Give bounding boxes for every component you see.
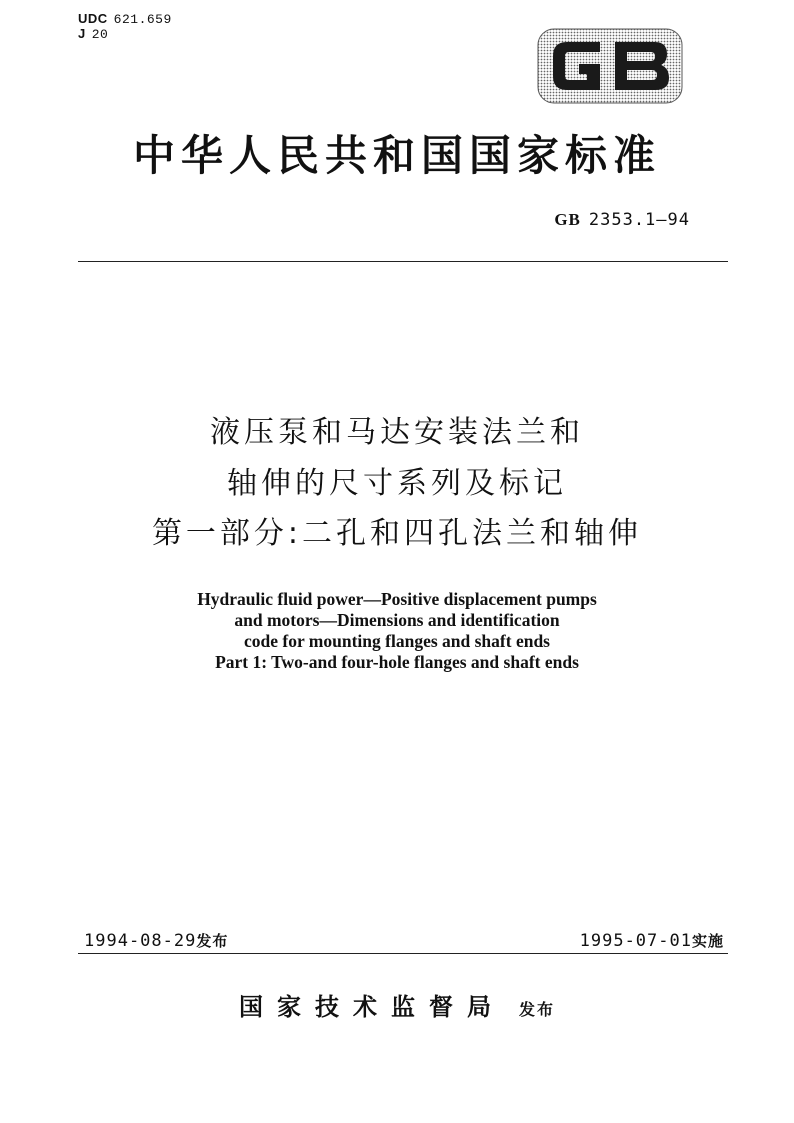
standard-number [554,210,690,230]
issuing-authority [0,992,794,1025]
english-title-line-4: Part 1: Two-and four-hole flanges and shaft ends [215,652,579,672]
standard-code: 2353.1—94 [588,210,690,230]
j-label: J [78,26,86,41]
english-title-line-3: code for mounting flanges and shaft ends [244,631,550,651]
implementation-date-label: 实施 [691,932,724,950]
standard-prefix: GB [554,210,581,229]
chinese-title-line-3: 第一部分:二孔和四孔法兰和轴伸 [151,516,643,551]
english-title-line-2: and motors—Dimensions and identification [234,610,560,630]
english-title-line-1: Hydraulic fluid power—Positive displacement pumps [197,589,597,609]
implementation-date [580,930,724,951]
header-divider [78,261,728,262]
udc-classification [78,12,172,27]
chinese-title-line-2: 轴伸的尺寸系列及标记 [227,466,567,501]
footer-divider [78,953,728,954]
issue-date-label: 发布 [196,932,229,950]
implementation-date-value: 1995-07-01 [579,931,692,951]
issuer-organization: 国家技术监督局 [238,992,505,1021]
j-value: 20 [91,27,109,42]
udc-value: 621.659 [113,12,172,27]
j-classification [78,27,108,42]
issuer-action: 发布 [518,1000,555,1019]
chinese-title-line-1: 液压泵和马达安装法兰和 [210,415,584,450]
gb-logo [537,28,683,104]
udc-label: UDC [78,11,108,26]
issue-date-value: 1994-08-29 [84,931,197,951]
issue-date [84,930,228,951]
standard-header: 中华人民共和国国家标准 [132,131,661,180]
